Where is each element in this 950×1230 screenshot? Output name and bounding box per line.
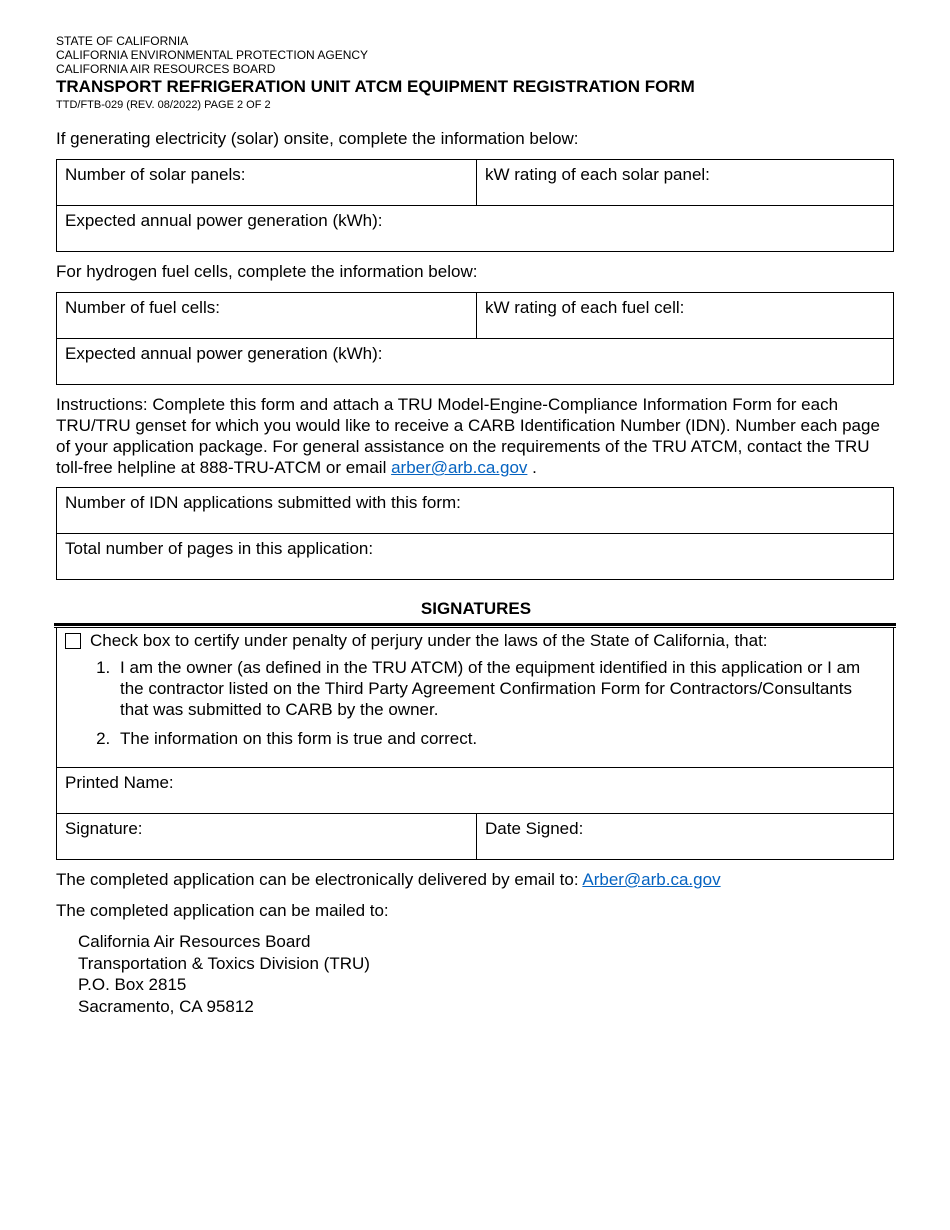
delivery-email-link[interactable]: Arber@arb.ca.gov [582,870,721,889]
form-title: TRANSPORT REFRIGERATION UNIT ATCM EQUIPMENT REGISTRATION FORM [56,77,695,96]
solar-panels-field[interactable] [57,160,476,205]
list-item: 1. I am the owner (as defined in the TRU ATCM) of the equipment identified in this application or I am the contractor listed on the Third Party Agreement Confirmation Form for Contractors/Consultants that was submitted to CARB by the owner. [115,657,885,720]
field-label: Number of IDN applications submitted with this form: [65,493,461,512]
fuel-cell-kw-field[interactable] [476,293,895,338]
field-label: Date Signed: [485,819,584,838]
signature-field[interactable] [57,814,476,859]
printed-name-field[interactable] [57,768,893,813]
field-label: kW rating of each solar panel: [485,165,710,184]
table-row [57,813,893,859]
agency-line: CALIFORNIA ENVIRONMENTAL PROTECTION AGENCY [56,48,369,62]
address-line: California Air Resources Board [78,932,311,951]
page-count-field[interactable] [57,534,893,579]
table-row [57,205,893,251]
date-signed-field[interactable] [476,814,895,859]
address-line: Transportation & Toxics Division (TRU) [78,953,370,973]
solar-intro: If generating electricity (solar) onsite, complete the information below: [56,129,579,148]
field-label: Expected annual power generation (kWh): [65,344,383,363]
signatures-heading: SIGNATURES [420,599,532,618]
certify-text: Check box to certify under penalty of perjury under the laws of the State of California, that: [90,631,768,650]
field-label: Printed Name: [65,773,174,792]
board-line: CALIFORNIA AIR RESOURCES BOARD [56,62,276,76]
field-label: Number of solar panels: [65,165,246,184]
certification-block [57,628,893,767]
form-page [56,34,896,1017]
field-label: Number of fuel cells: [65,298,220,317]
form-id: TTD/FTB-029 (REV. 08/2022) PAGE 2 OF 2 [56,99,271,111]
counts-table [56,487,894,580]
idn-count-field[interactable] [57,488,893,533]
table-row [57,488,893,533]
hydrogen-annual-field[interactable] [57,339,893,384]
mailing-address [78,931,896,1017]
solar-annual-field[interactable] [57,206,893,251]
mail-delivery-text: The completed application can be mailed to: [56,901,389,920]
certify-checkbox[interactable] [65,633,81,649]
instructions-text: Instructions: Complete this form and attach a TRU Model-Engine-Compliance Information Form for each TRU/TRU genset for which you would like to receive a CARB Identification Number (IDN). Number each page of your application package. For general assistance on the requirements of the TRU ATCM, contact the TRU toll-free helpline at 888-TRU-ATCM or email [56,395,880,477]
address-line: Sacramento, CA 95812 [78,996,254,1016]
address-line: P.O. Box 2815 [78,975,187,994]
table-row [57,338,893,384]
list-item: 2. The information on this form is true and correct. [115,728,885,749]
instructions-end: . [527,458,537,477]
field-label: Expected annual power generation (kWh): [65,211,383,230]
table-row [57,533,893,579]
solar-kw-field[interactable] [476,160,895,205]
field-label: kW rating of each fuel cell: [485,298,685,317]
email-delivery-text: The completed application can be electronically delivered by email to: [56,870,583,889]
hydrogen-intro: For hydrogen fuel cells, complete the information below: [56,262,478,281]
signature-table [56,628,894,860]
certification-list [65,657,885,749]
field-label: Total number of pages in this application: [65,539,374,558]
agency-header [56,34,896,112]
fuel-cells-field[interactable] [57,293,476,338]
hydrogen-table [56,292,894,385]
table-row [57,160,893,205]
helpline-email-link[interactable]: arber@arb.ca.gov [391,458,528,477]
solar-table [56,159,894,252]
field-label: Signature: [65,819,143,838]
state-line: STATE OF CALIFORNIA [56,34,189,48]
table-row [57,767,893,813]
certify-line [65,630,885,651]
table-row [57,293,893,338]
instructions [56,394,896,478]
email-delivery [56,869,896,890]
